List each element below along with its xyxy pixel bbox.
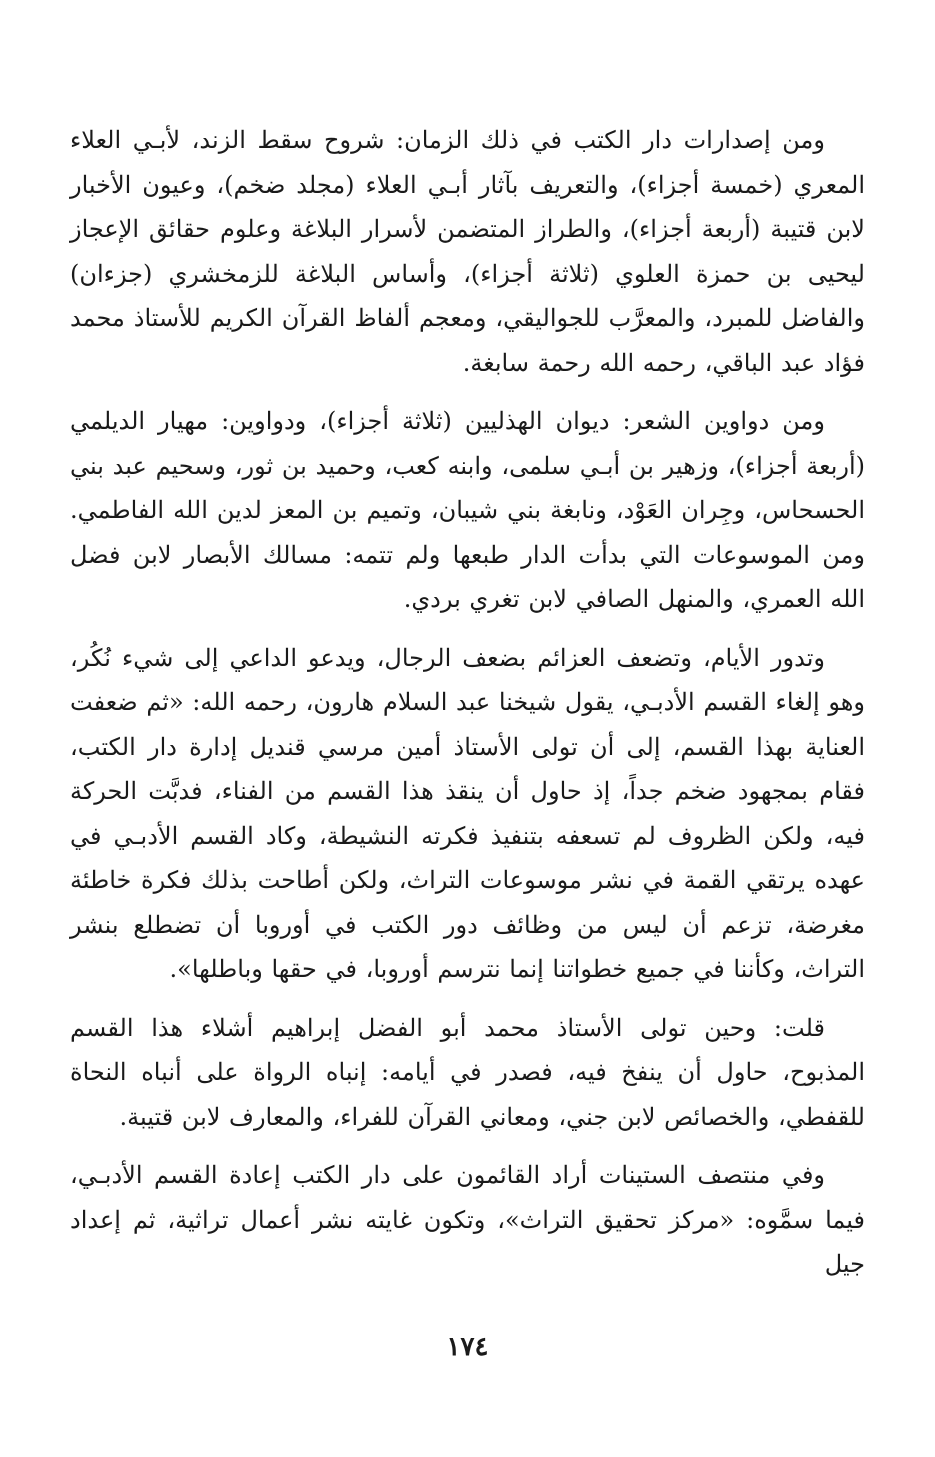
paragraph-heritage-center: وفي منتصف الستينات أراد القائمون على دار الكتب إعادة القسم الأدبـي، فيما سمَّوه: «مركز تحقيق التراث»، وتكون غايته نشر أعمال تراثية، ثم إعداد جيل <box>70 1161 865 1278</box>
paragraph-abu-al-fadl: قلت: وحين تولى الأستاذ محمد أبو الفضل إبراهيم أشلاء هذا القسم المذبوح، حاول أن ينفخ فيه، فصدر في أيامه: إنباه الرواة على أنباه النحاة للقفطي، والخصائص لابن جني، ومعاني القرآن للفراء، والمعارف لابن قتيبة. <box>70 1013 865 1131</box>
paragraph-publications: ومن إصدارات دار الكتب في ذلك الزمان: شروح سقط الزند، لأبـي العلاء المعري (خمسة أجزاء)، والتعريف بآثار أبـي العلاء (مجلد ضخم)، وعيون الأخبار لابن قتيبة (أربعة أجزاء)، والطراز المتضمن لأسرار البلاغة وعلوم حقائق الإعجاز ليحيى بن حمزة العلوي (ثلاثة أجزاء)، وأساس البلاغة للزمخشري (جزءان) والفاضل للمبرد، والمعرَّب للجواليقي، ومعجم ألفاظ القرآن الكريم للأستاذ محمد فؤاد عبد الباقي، رحمه الله رحمة سابغة. <box>70 126 866 377</box>
paragraph-literary-section-decline: وتدور الأيام، وتضعف العزائم بضعف الرجال، ويدعو الداعي إلى شيء نُكُر، وهو إلغاء القسم الأدبـي، يقول شيخنا عبد السلام هارون، رحمه الله: «ثم ضعفت العناية بهذا القسم، إلى أن تولى الأستاذ أمين مرسي قنديل إدارة دار الكتب، فقام بمجهود ضخم جداً، إذ حاول أن ينقذ هذا القسم من الفناء، فدبَّت الحركة فيه، ولكن الظروف لم تسعفه بتنفيذ فكرته النشيطة، وكاد القسم الأدبـي في عهده يرتقي القمة في نشر موسوعات التراث، ولكن أطاحت بذلك فكرة خاطئة مغرضة، تزعم أن ليس من وظائف دور الكتب في أوروبا أن تضطلع بنشر التراث، وكأننا في جميع خطواتنا إنما نترسم أوروبا، في حقها وباطلها». <box>70 643 865 983</box>
page-body <box>70 118 865 1301</box>
paragraph-poetry-diwans: ومن دواوين الشعر: ديوان الهذليين (ثلاثة أجزاء)، ودواوين: مهيار الديلمي (أربعة أجزاء)، وزهير بن أبـي سلمى، وابنه كعب، وحميد بن ثور، وسحيم عبد بني الحسحاس، وجِران العَوْد، ونابغة بني شيبان، وتميم بن المعز لدين الله الفاطمي. ومن الموسوعات التي بدأت الدار طبعها ولم تتمه: مسالك الأبصار لابن فضل الله العمري، والمنهل الصافي لابن تغري بردي. <box>70 407 866 613</box>
page-number: ١٧٤ <box>446 1332 489 1362</box>
